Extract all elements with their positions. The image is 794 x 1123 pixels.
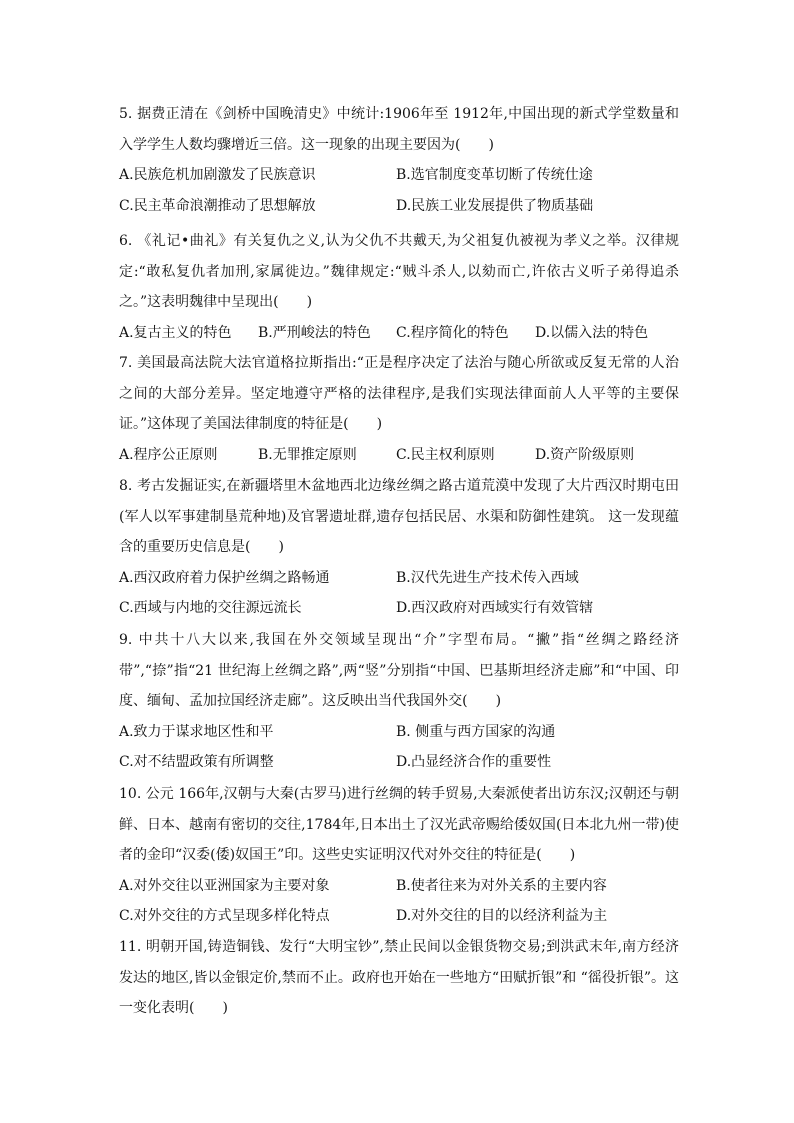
option-a[interactable]: A.复古主义的特色 xyxy=(119,324,232,341)
options-row xyxy=(119,191,679,222)
question-10 xyxy=(119,779,679,932)
option-d[interactable]: D.资产阶级原则 xyxy=(535,446,635,463)
option-a[interactable]: A.程序公正原则 xyxy=(119,446,218,463)
question-stem: 8. 考古发掘证实,在新疆塔里木盆地西北边缘丝绸之路古道荒漠中发现了大片西汉时期屯田(军人以军事建制垦荒种地)及官署遗址群,遗存包括民居、水渠和防御性建筑。 这一发现蕴含的重要历史信息是( ) xyxy=(119,478,679,556)
options-row xyxy=(119,318,679,349)
options-row xyxy=(119,440,679,471)
question-7 xyxy=(119,348,679,470)
option-d[interactable]: D.以儒入法的特色 xyxy=(535,324,649,341)
option-d[interactable]: D.西汉政府对西域实行有效管辖 xyxy=(396,600,594,617)
question-stem: 9. 中共十八大以来,我国在外交领域呈现出“介”字型布局。“撇”指“丝绸之路经济带”,“捺”指“21 世纪海上丝绸之路”,两“竖”分别指“中国、巴基斯坦经济走廊”和“中国、印度、缅甸、孟加拉国经济走廊”。这反映出当代我国外交( ) xyxy=(119,632,679,710)
option-a[interactable]: A.民族危机加剧激发了民族意识 xyxy=(119,167,316,184)
option-c[interactable]: C.对外交往的方式呈现多样化特点 xyxy=(119,908,330,925)
option-b[interactable]: B.无罪推定原则 xyxy=(258,446,357,463)
options-row xyxy=(119,901,679,932)
question-8 xyxy=(119,471,679,624)
option-b[interactable]: B. 侧重与西方国家的沟通 xyxy=(396,723,556,740)
options-row xyxy=(119,160,679,191)
question-stem: 11. 明朝开国,铸造铜钱、发行“大明宝钞”,禁止民间以金银货物交易;到洪武末年,南方经济发达的地区,皆以金银定价,禁而不止。政府也开始在一些地方“田赋折银”和 “徭役折银”。这一变化表明( ) xyxy=(119,939,679,1017)
option-d[interactable]: D.凸显经济合作的重要性 xyxy=(396,754,552,771)
option-b[interactable]: B.选官制度变革切断了传统仕途 xyxy=(396,167,593,184)
options-row xyxy=(119,747,679,778)
question-stem: 7. 美国最高法院大法官道格拉斯指出:“正是程序决定了法治与随心所欲或反复无常的人治之间的大部分差异。坚定地遵守严格的法律程序,是我们实现法律面前人人平等的主要保证。”这体现了美国法律制度的特征是( ) xyxy=(119,355,679,433)
option-a[interactable]: A.对外交往以亚洲国家为主要对象 xyxy=(119,877,330,894)
option-c[interactable]: C.西域与内地的交往源远流长 xyxy=(119,600,302,617)
option-b[interactable]: B.汉代先进生产技术传入西域 xyxy=(396,569,579,586)
question-stem: 6. 《礼记•曲礼》有关复仇之义,认为父仇不共戴天,为父祖复仇被视为孝义之举。汉律规定:“敢私复仇者加刑,家属徙边。”魏律规定:“贼斗杀人,以劾而亡,许依古义听子弟得追杀之。”这表明魏律中呈现出( ) xyxy=(119,233,679,311)
option-c[interactable]: C.对不结盟政策有所调整 xyxy=(119,754,274,771)
option-c[interactable]: C.程序简化的特色 xyxy=(396,324,509,341)
option-a[interactable]: A.西汉政府着力保护丝绸之路畅通 xyxy=(119,569,330,586)
option-d[interactable]: D.民族工业发展提供了物质基础 xyxy=(396,197,594,214)
question-6 xyxy=(119,226,679,348)
option-b[interactable]: B.使者往来为对外关系的主要内容 xyxy=(396,877,607,894)
options-row xyxy=(119,563,679,594)
options-row xyxy=(119,717,679,748)
option-c[interactable]: C.民主权利原则 xyxy=(396,446,495,463)
option-c[interactable]: C.民主革命浪潮推动了思想解放 xyxy=(119,197,316,214)
question-11 xyxy=(119,932,679,1024)
options-row xyxy=(119,871,679,902)
question-stem: 5. 据费正清在《剑桥中国晚清史》中统计:1906年至 1912年,中国出现的新式学堂数量和入学学生人数均骤增近三倍。这一现象的出现主要因为( ) xyxy=(119,106,679,153)
option-b[interactable]: B.严刑峻法的特色 xyxy=(258,324,371,341)
option-a[interactable]: A.致力于谋求地区性和平 xyxy=(119,723,274,740)
option-d[interactable]: D.对外交往的目的以经济利益为主 xyxy=(396,908,608,925)
question-stem: 10. 公元 166年,汉朝与大秦(古罗马)进行丝绸的转手贸易,大秦派使者出访东汉;汉朝还与朝鲜、日本、越南有密切的交往,1784年,日本出土了汉光武帝赐给倭奴国(日本北九州一带)使者的金印“汉委(倭)奴国王”印。这些史实证明汉代对外交往的特征是( ) xyxy=(119,786,679,864)
options-row xyxy=(119,593,679,624)
question-5 xyxy=(119,99,679,221)
question-9 xyxy=(119,625,679,778)
